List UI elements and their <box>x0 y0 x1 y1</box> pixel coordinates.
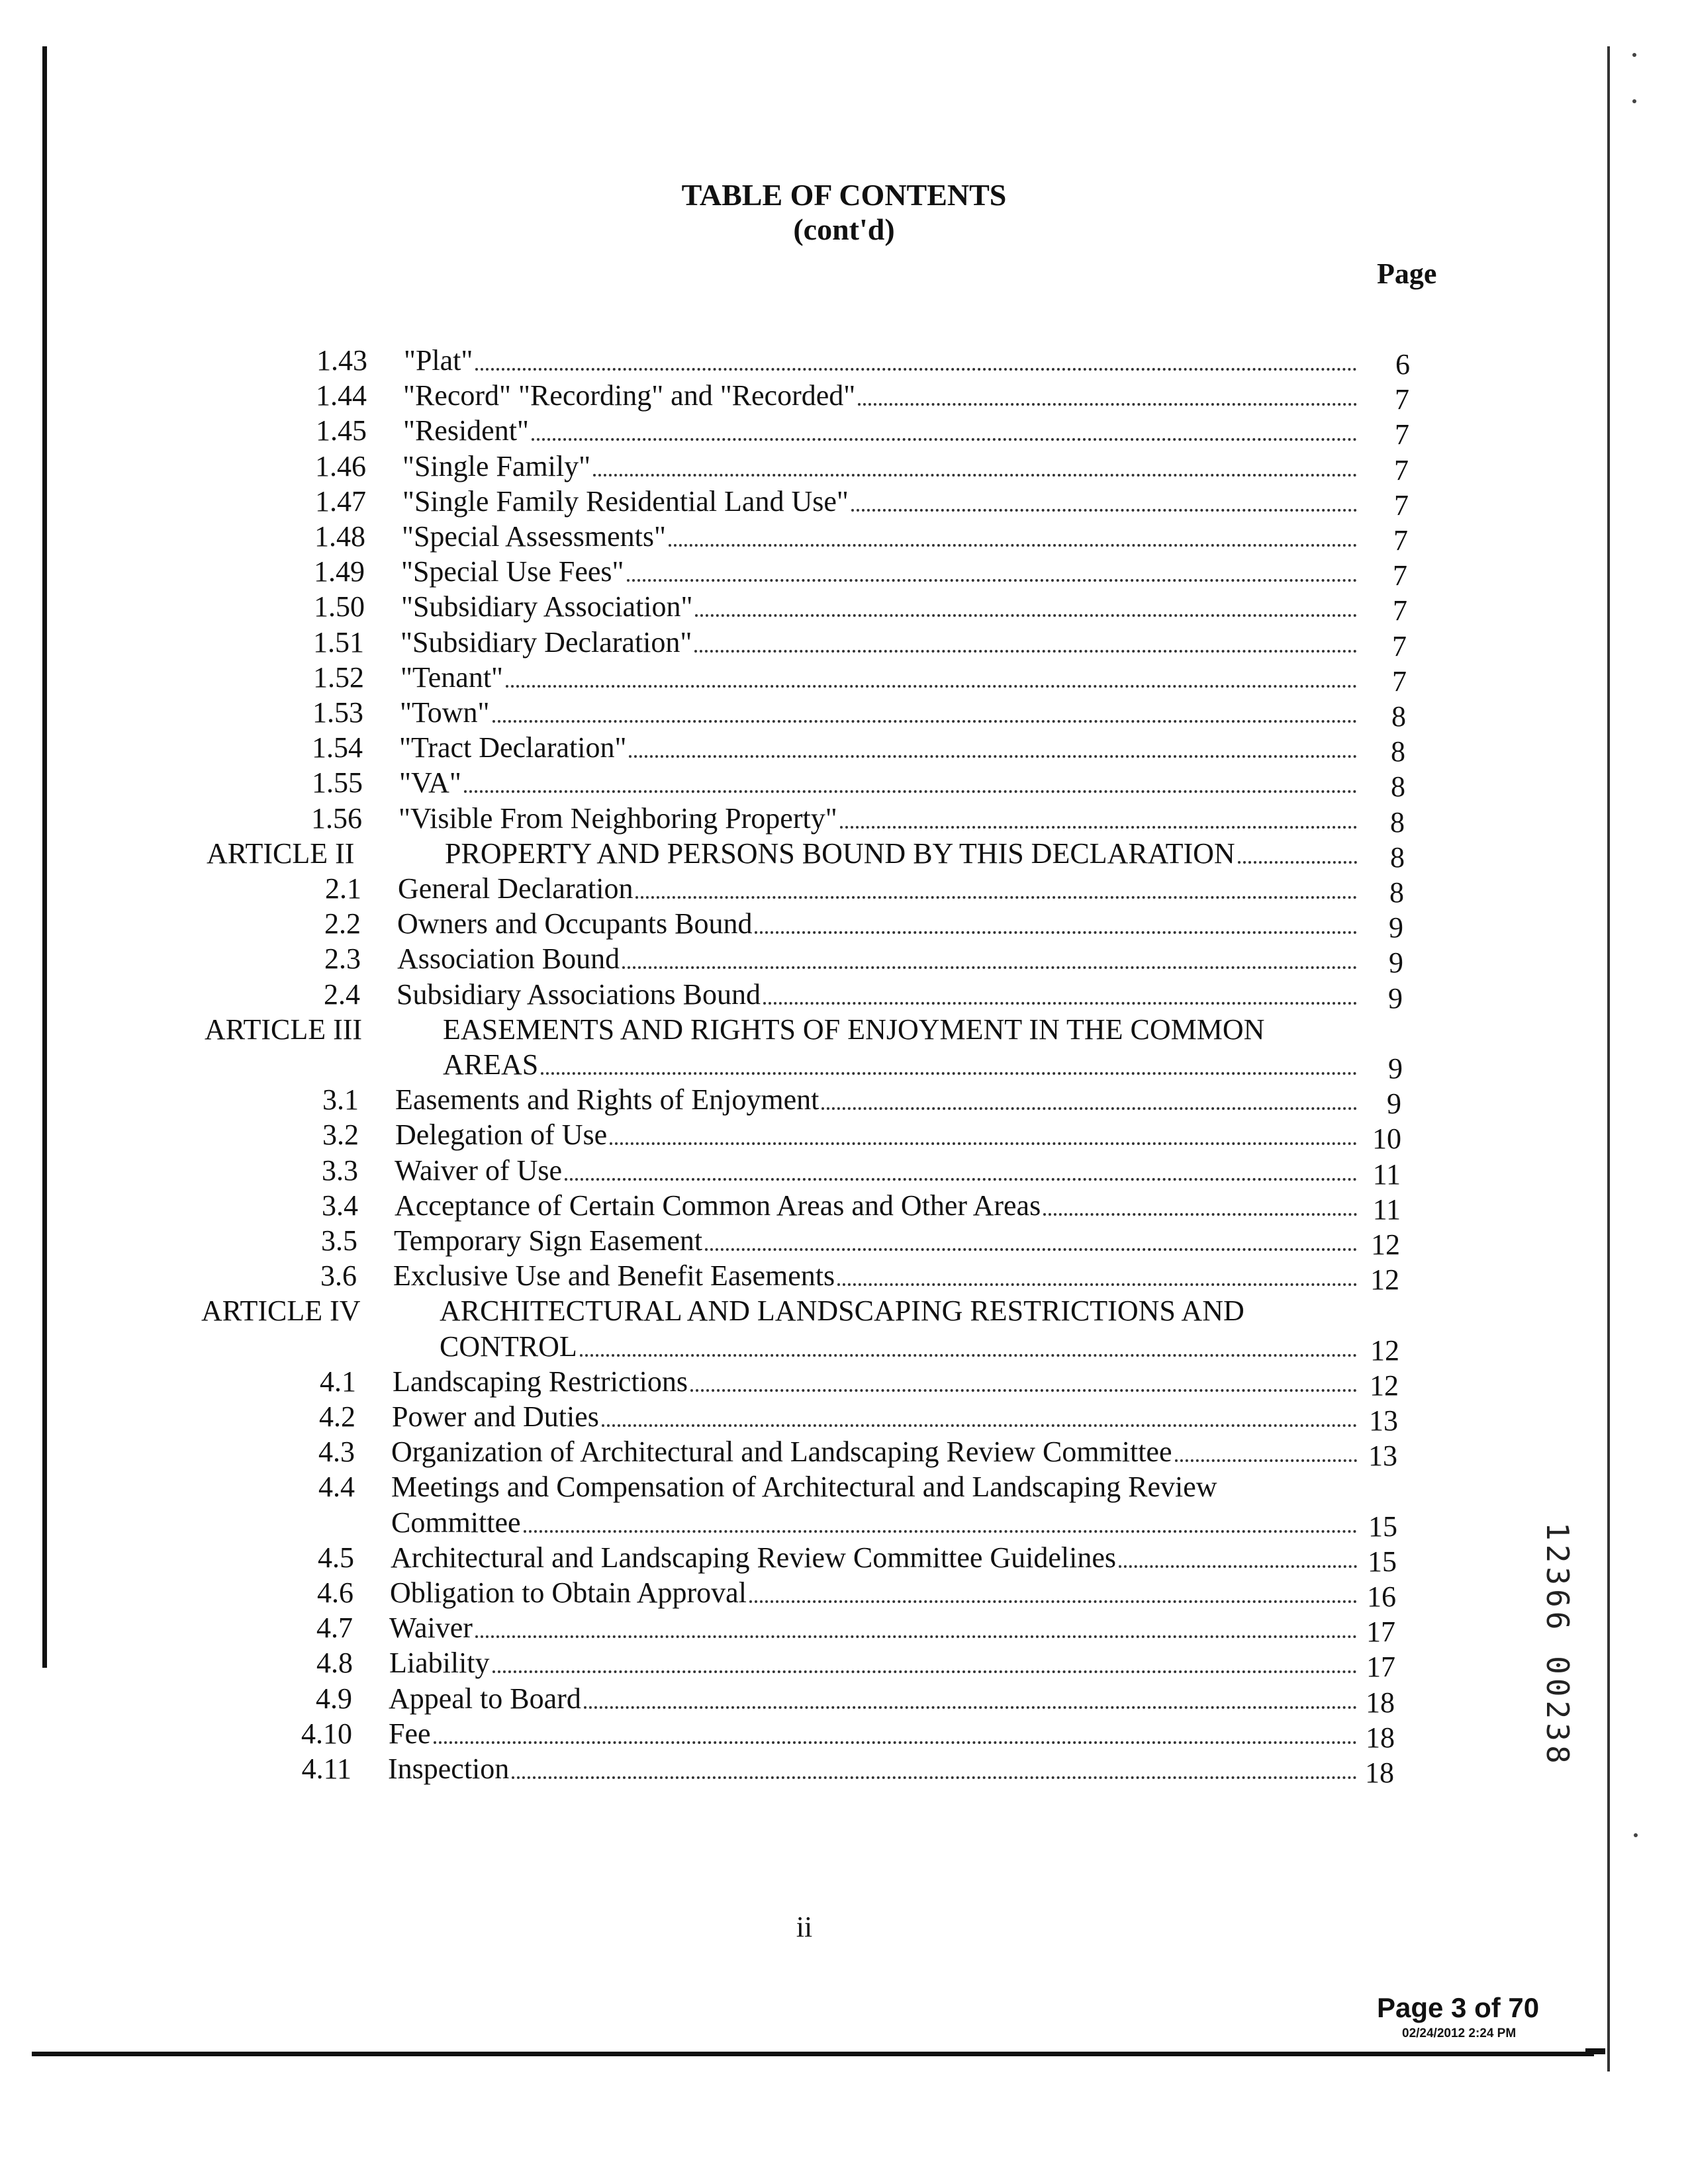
toc-section-number: 3.1 <box>322 1083 359 1116</box>
dot-leader <box>602 1424 1357 1427</box>
toc-section-number: 3.6 <box>320 1259 357 1292</box>
toc-section-number: 1.51 <box>313 626 364 659</box>
footer-timestamp: 02/24/2012 2:24 PM <box>1402 2026 1517 2040</box>
page-column-label: Page <box>1377 257 1437 290</box>
toc-entry[interactable] <box>0 695 1456 731</box>
toc-entry[interactable] <box>0 1153 1456 1189</box>
toc-page-number: 7 <box>1393 594 1407 627</box>
toc-entry[interactable] <box>0 1082 1456 1118</box>
toc-section-number: 2.2 <box>324 907 361 940</box>
dot-leader <box>475 1635 1357 1638</box>
toc-entry-title: "Plat" <box>404 344 473 377</box>
dot-leader <box>492 1670 1357 1673</box>
toc-page-number: 8 <box>1390 806 1405 839</box>
toc-page-number: 8 <box>1391 700 1406 733</box>
toc-entry-title: Appeal to Board <box>389 1682 581 1715</box>
dot-leader <box>512 1776 1357 1779</box>
toc-section-number: 4.6 <box>317 1576 353 1609</box>
toc-page-number: 13 <box>1369 1404 1398 1437</box>
toc-entry-title: AREAS <box>443 1048 539 1081</box>
dot-leader <box>635 896 1357 899</box>
toc-page-number: 18 <box>1365 1756 1394 1789</box>
dot-leader <box>695 614 1357 617</box>
page-number-roman: ii <box>796 1911 813 1943</box>
dot-leader <box>434 1741 1357 1744</box>
toc-section-number: 4.4 <box>318 1471 355 1503</box>
dot-leader <box>749 1600 1357 1603</box>
toc-article-label: ARTICLE III <box>205 1013 363 1046</box>
toc-page-number: 7 <box>1395 418 1409 451</box>
toc-entry-title: Liability <box>389 1647 490 1679</box>
toc-entry[interactable] <box>0 1751 1456 1787</box>
page-subtitle: (cont'd) <box>793 212 895 246</box>
toc-entry-title: "Visible From Neighboring Property" <box>399 802 837 835</box>
dot-leader <box>1043 1213 1357 1216</box>
dot-leader <box>492 720 1357 723</box>
dot-leader <box>532 438 1357 441</box>
toc-section-number: 1.45 <box>316 414 367 447</box>
toc-page-number: 18 <box>1366 1686 1395 1719</box>
toc-page-number: 7 <box>1393 524 1408 557</box>
toc-section-number: 4.9 <box>316 1682 352 1715</box>
toc-section-number: 1.49 <box>314 555 365 588</box>
toc-entry[interactable] <box>0 484 1456 520</box>
dot-leader <box>629 755 1357 758</box>
toc-section-number: 1.50 <box>314 590 365 623</box>
scan-speck <box>1632 53 1636 57</box>
toc-page-number: 7 <box>1395 383 1409 416</box>
toc-article-label: ARTICLE II <box>207 837 355 870</box>
toc-entry[interactable] <box>0 730 1456 766</box>
toc-entry-title: Inspection <box>388 1752 510 1785</box>
toc-section-number: 1.55 <box>312 766 363 799</box>
toc-heading-line: Meetings and Compensation of Architectural and Landscaping Review <box>391 1471 1217 1503</box>
toc-section-number: 2.4 <box>324 978 360 1011</box>
scan-border-corner <box>1585 2048 1605 2054</box>
toc-page-number: 6 <box>1395 348 1410 381</box>
toc-entry-title: Subsidiary Associations Bound <box>397 978 761 1011</box>
toc-entry-title: Temporary Sign Easement <box>394 1224 703 1257</box>
toc-page-number: 9 <box>1389 946 1403 979</box>
toc-entry[interactable] <box>0 801 1456 837</box>
toc-entry-title: "Special Use Fees" <box>401 555 624 588</box>
toc-page-number: 17 <box>1366 1615 1395 1648</box>
toc-entry[interactable] <box>0 1540 1456 1576</box>
toc-section-number: 1.54 <box>312 731 363 764</box>
toc-entry-title: Acceptance of Certain Common Areas and Other Areas <box>395 1189 1041 1222</box>
side-stamp: 12366 00238 <box>1540 1522 1575 1768</box>
toc-section-number: 1.46 <box>315 450 366 482</box>
toc-entry-title: "Subsidiary Declaration" <box>400 626 692 659</box>
toc-section-number: 4.8 <box>316 1647 353 1679</box>
toc-section-number: 1.52 <box>313 661 364 694</box>
toc-entry[interactable] <box>0 1610 1456 1646</box>
dot-leader <box>694 650 1357 653</box>
toc-heading-line: EASEMENTS AND RIGHTS OF ENJOYMENT IN THE COMMON <box>443 1013 1265 1046</box>
toc-page-number: 9 <box>1388 982 1403 1015</box>
toc-entry-title: Power and Duties <box>392 1400 599 1433</box>
toc-section-number: 4.11 <box>301 1752 352 1785</box>
toc-section-number: 3.5 <box>321 1224 357 1257</box>
toc-page-number: 16 <box>1367 1580 1396 1613</box>
toc-section-number: 2.3 <box>324 942 361 975</box>
toc-entry[interactable] <box>0 871 1456 907</box>
toc-entry-title: "Resident" <box>403 414 529 447</box>
toc-page-number: 15 <box>1368 1510 1397 1543</box>
toc-entry[interactable] <box>0 1399 1456 1435</box>
dot-leader <box>1238 861 1357 864</box>
dot-leader <box>627 579 1357 582</box>
scan-speck <box>1634 1833 1638 1837</box>
toc-entry[interactable] <box>0 413 1456 449</box>
toc-section-number: 3.4 <box>322 1189 358 1222</box>
toc-entry[interactable] <box>0 625 1456 660</box>
dot-leader <box>584 1706 1357 1709</box>
toc-entry[interactable] <box>0 1716 1456 1752</box>
toc-entry-title: "Subsidiary Association" <box>401 590 693 623</box>
toc-entry[interactable] <box>0 1575 1456 1611</box>
toc-section-number: 1.43 <box>316 344 367 377</box>
dot-leader <box>837 1283 1357 1286</box>
toc-entry-title: "VA" <box>399 766 461 799</box>
dot-leader <box>1119 1565 1357 1568</box>
toc-entry-title: Exclusive Use and Benefit Easements <box>393 1259 835 1292</box>
toc-entry[interactable] <box>0 343 1456 379</box>
dot-leader <box>821 1107 1357 1110</box>
toc-page-number: 8 <box>1389 876 1404 909</box>
toc-section-number: 4.2 <box>319 1400 355 1433</box>
dot-leader <box>755 931 1357 934</box>
toc-entry-title: "Town" <box>400 696 490 729</box>
toc-page-number: 15 <box>1368 1545 1397 1578</box>
toc-section-number: 1.47 <box>315 485 366 518</box>
dot-leader <box>593 474 1357 477</box>
toc-section-number: 1.48 <box>314 520 365 553</box>
toc-page-number: 7 <box>1392 630 1407 662</box>
toc-entry-title: Architectural and Landscaping Review Committee Guidelines <box>391 1541 1117 1574</box>
toc-section-number: 1.44 <box>316 379 367 412</box>
dot-leader <box>622 966 1357 969</box>
scan-border-bottom <box>32 2052 1594 2056</box>
dot-leader <box>1175 1459 1358 1462</box>
dot-leader <box>763 1002 1357 1005</box>
toc-entry[interactable] <box>0 836 1456 872</box>
toc-section-number: 4.7 <box>316 1612 353 1644</box>
toc-section-number: 4.3 <box>318 1435 355 1468</box>
toc-page-number: 18 <box>1366 1721 1395 1754</box>
toc-page-number: 7 <box>1394 489 1409 522</box>
dot-leader <box>858 403 1357 406</box>
toc-entry[interactable] <box>0 1223 1456 1259</box>
toc-section-number: 1.53 <box>312 696 363 729</box>
toc-page-number: 8 <box>1391 735 1405 768</box>
toc-section-number: 4.10 <box>301 1717 352 1750</box>
toc-page-number: 11 <box>1372 1193 1401 1226</box>
toc-entry-title: Committee <box>391 1506 521 1539</box>
toc-entry-title: Easements and Rights of Enjoyment <box>395 1083 820 1116</box>
toc-page-number: 12 <box>1370 1263 1399 1296</box>
toc-entry[interactable] <box>0 660 1456 696</box>
toc-page-number: 7 <box>1394 454 1409 486</box>
toc-entry-title: "Tenant" <box>400 661 504 694</box>
toc-entry[interactable] <box>0 449 1456 484</box>
dot-leader <box>840 826 1357 829</box>
toc-entry[interactable] <box>0 906 1456 942</box>
scan-speck <box>1632 99 1636 103</box>
toc-entry[interactable] <box>0 941 1456 977</box>
toc-entry[interactable] <box>0 1047 1456 1083</box>
toc-page-number: 12 <box>1370 1334 1399 1367</box>
toc-entry[interactable] <box>0 1505 1456 1541</box>
toc-entry[interactable] <box>0 1258 1456 1294</box>
toc-page-number: 8 <box>1391 770 1405 803</box>
toc-page-number: 7 <box>1393 559 1407 592</box>
toc-entry-title: Landscaping Restrictions <box>393 1365 688 1398</box>
toc-entry-title: "Special Assessments" <box>402 520 666 553</box>
toc-entry-title: "Tract Declaration" <box>399 731 627 764</box>
toc-entry[interactable] <box>0 1681 1456 1717</box>
dot-leader <box>565 1178 1357 1181</box>
toc-section-number: 4.1 <box>320 1365 356 1398</box>
page-title: TABLE OF CONTENTS <box>681 178 1007 212</box>
toc-page-number: 7 <box>1392 665 1407 698</box>
toc-entry-title: Waiver of Use <box>395 1154 563 1187</box>
dot-leader <box>690 1389 1357 1392</box>
toc-entry-title: Association Bound <box>397 942 620 975</box>
dot-leader <box>506 685 1357 688</box>
toc-entry-title: "Record" "Recording" and "Recorded" <box>403 379 856 412</box>
dot-leader <box>464 790 1357 793</box>
toc-entry[interactable] <box>0 519 1456 555</box>
dot-leader <box>541 1072 1357 1075</box>
toc-page-number: 13 <box>1368 1439 1397 1472</box>
toc-entry[interactable] <box>0 554 1456 590</box>
toc-entry-title: General Declaration <box>398 872 633 905</box>
toc-entry-title: "Single Family" <box>402 450 591 482</box>
dot-leader <box>705 1248 1357 1251</box>
dot-leader <box>669 544 1357 547</box>
toc-entry-title: Fee <box>389 1717 431 1750</box>
toc-section-number: 2.1 <box>325 872 361 905</box>
toc-page-number: 8 <box>1390 841 1405 874</box>
toc-entry-title: Delegation of Use <box>395 1118 608 1151</box>
toc-entry[interactable] <box>0 378 1456 414</box>
toc-section-number: 4.5 <box>318 1541 354 1574</box>
toc-section-number: 3.2 <box>322 1118 359 1151</box>
toc-entry-title: Owners and Occupants Bound <box>397 907 753 940</box>
toc-section-number: 3.3 <box>322 1154 358 1187</box>
toc-entry[interactable] <box>0 1434 1456 1470</box>
toc-page-number: 11 <box>1372 1158 1401 1191</box>
toc-entry-title: CONTROL <box>440 1330 577 1363</box>
toc-entry[interactable] <box>0 1329 1456 1365</box>
toc-entry[interactable] <box>0 589 1456 625</box>
toc-entry-title: Organization of Architectural and Landscaping Review Committee <box>391 1435 1172 1468</box>
toc-page-number: 9 <box>1387 1087 1401 1120</box>
toc-page-number: 10 <box>1372 1122 1401 1155</box>
toc-entry-title: Waiver <box>389 1612 473 1644</box>
toc-page-number: 9 <box>1389 911 1403 944</box>
dot-leader <box>580 1354 1357 1357</box>
toc-entry[interactable] <box>0 1117 1456 1153</box>
footer-page-label: Page 3 of 70 <box>1377 1992 1540 2023</box>
dot-leader <box>524 1530 1357 1533</box>
dot-leader <box>475 368 1357 371</box>
toc-entry[interactable] <box>0 1188 1456 1224</box>
toc-entry[interactable] <box>0 977 1456 1013</box>
toc-page-number: 17 <box>1366 1651 1395 1683</box>
toc-entry-title: "Single Family Residential Land Use" <box>402 485 849 518</box>
toc-page-number: 9 <box>1388 1052 1403 1085</box>
toc-page-number: 12 <box>1371 1228 1400 1261</box>
toc-section-number: 1.56 <box>311 802 362 835</box>
toc-article-label: ARTICLE IV <box>201 1295 361 1327</box>
toc-entry[interactable] <box>0 765 1456 801</box>
toc-entry-title: PROPERTY AND PERSONS BOUND BY THIS DECLARATION <box>445 837 1235 870</box>
toc-entry[interactable] <box>0 1645 1456 1681</box>
toc-entry[interactable] <box>0 1364 1456 1400</box>
scan-border-right <box>1607 46 1610 2071</box>
toc-heading-line: ARCHITECTURAL AND LANDSCAPING RESTRICTIONS AND <box>440 1295 1244 1327</box>
dot-leader <box>610 1142 1357 1145</box>
dot-leader <box>851 509 1357 512</box>
toc-entry-title: Obligation to Obtain Approval <box>390 1576 747 1609</box>
toc-page-number: 12 <box>1370 1369 1399 1402</box>
